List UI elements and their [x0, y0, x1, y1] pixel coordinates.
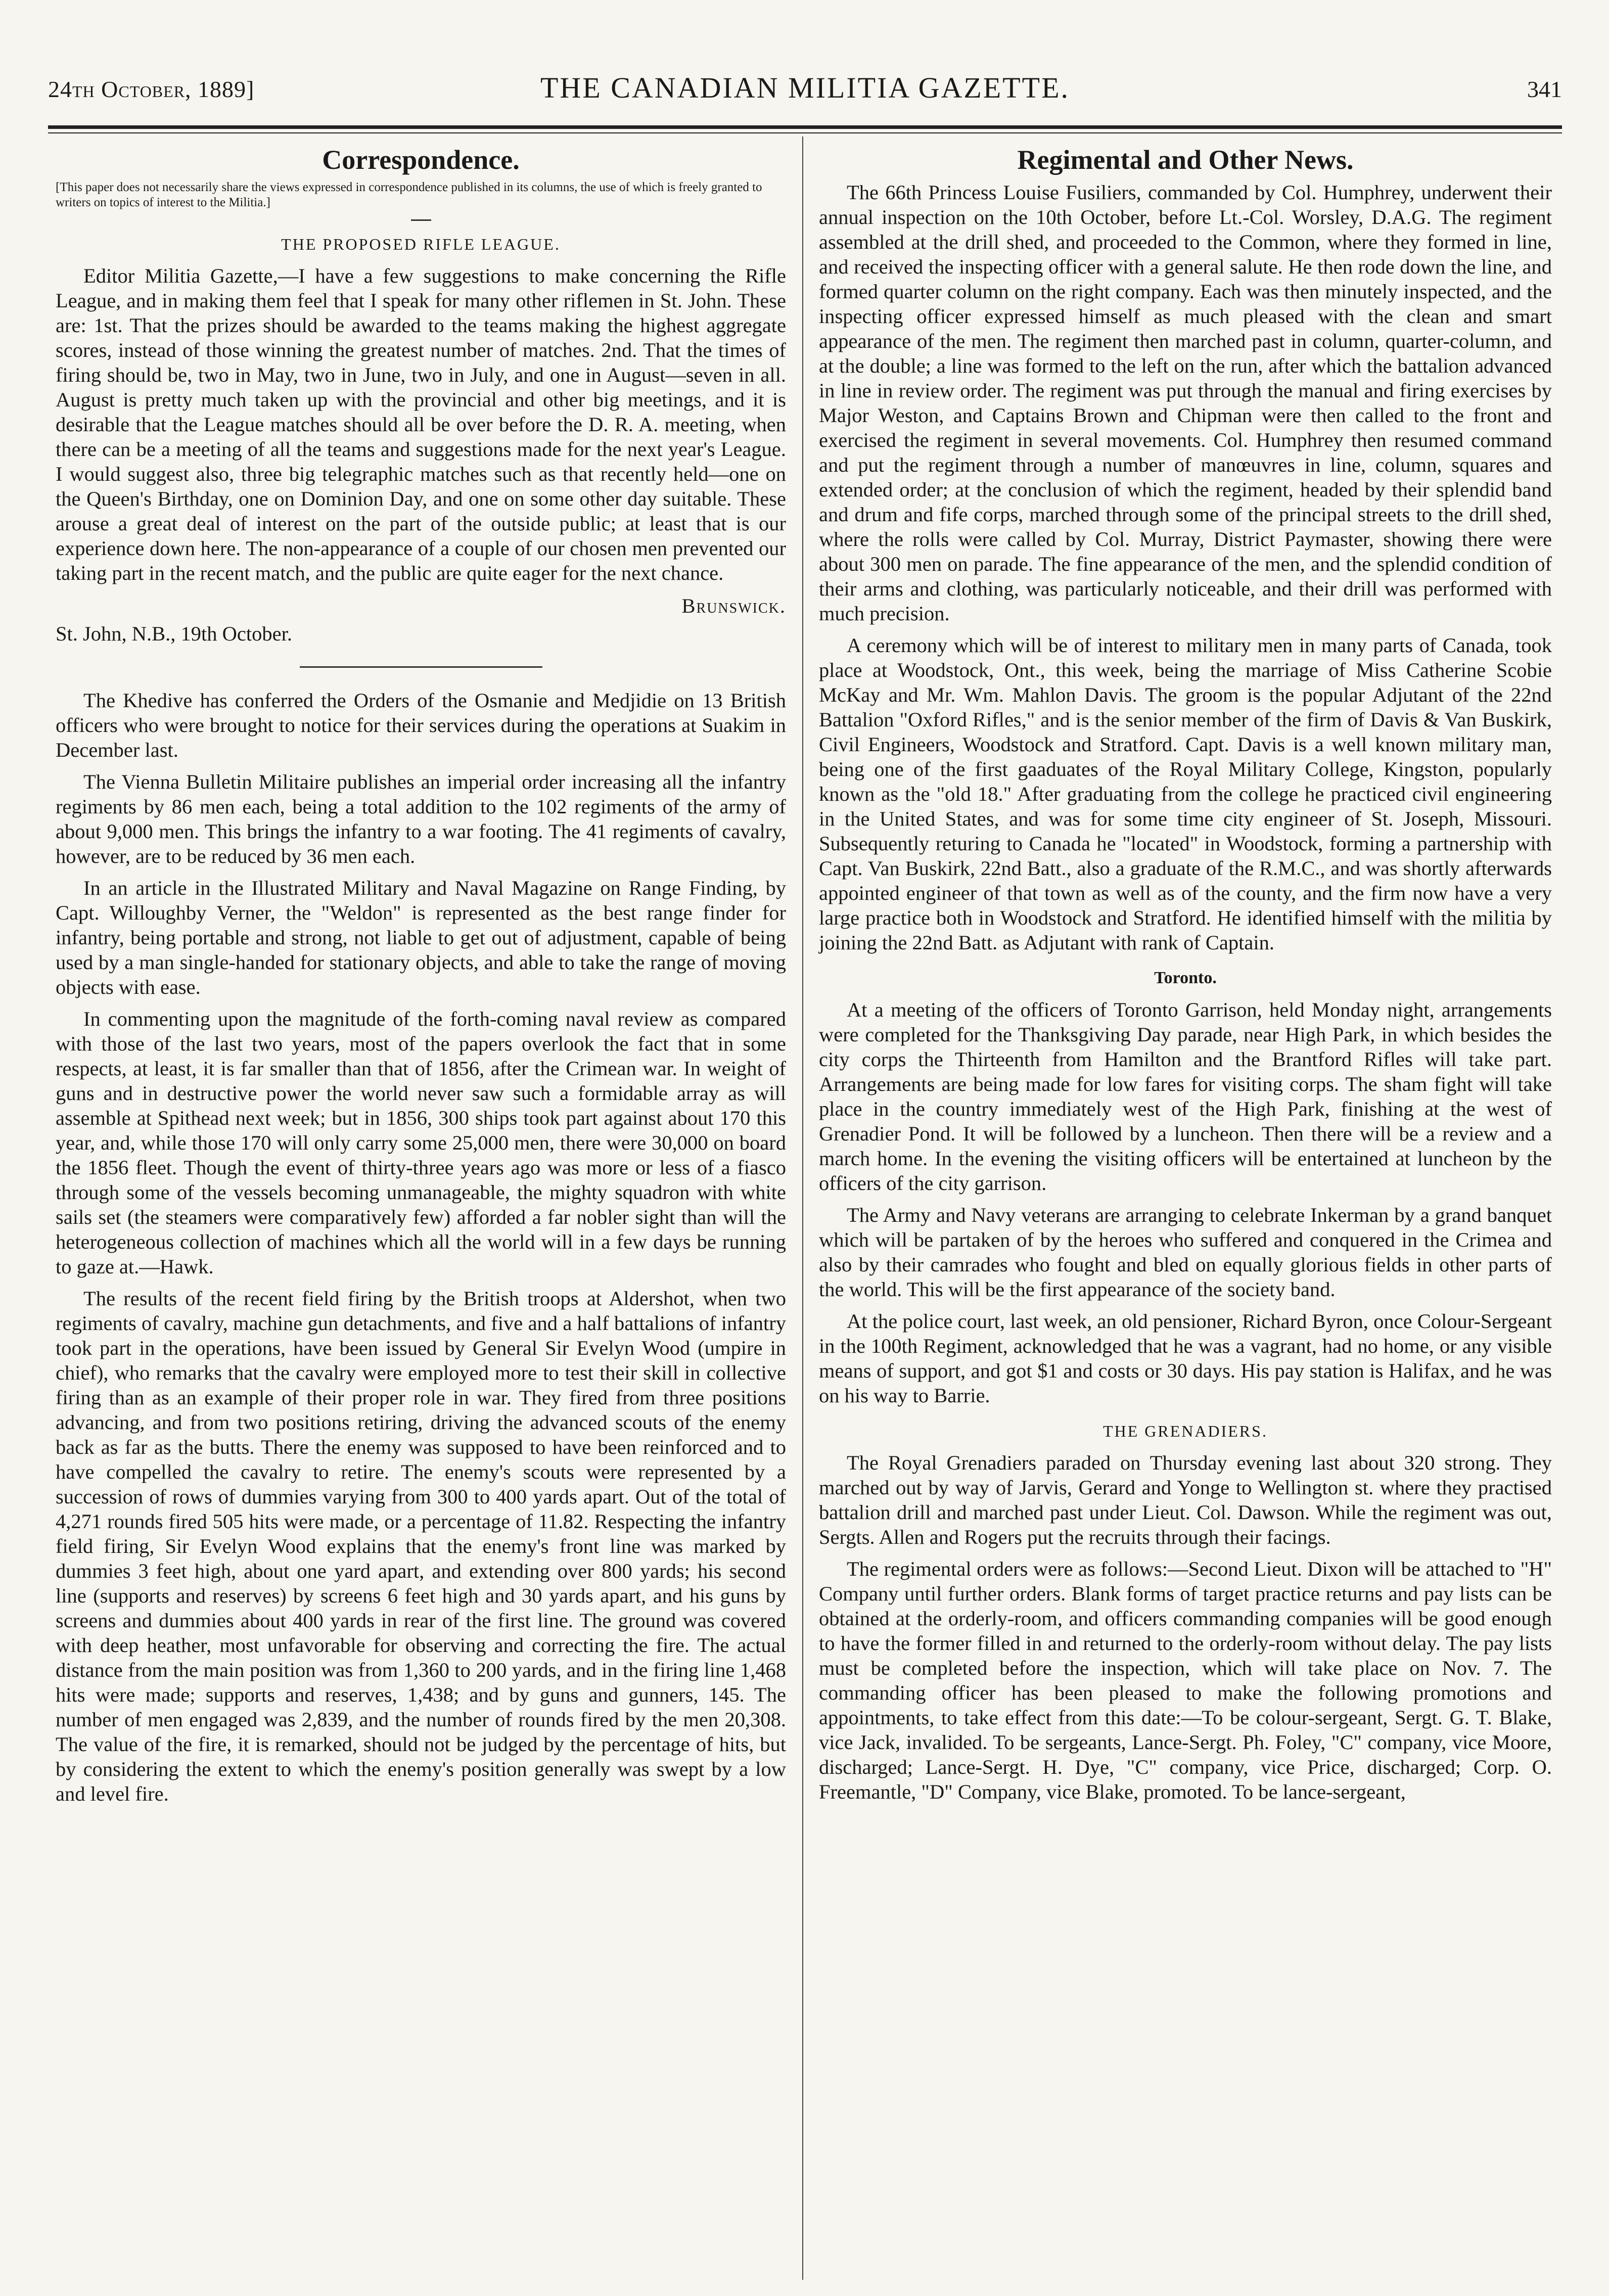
section-separator: [300, 666, 542, 668]
correspondence-heading: Correspondence.: [322, 145, 520, 175]
regimental-news-heading: Regimental and Other News.: [1017, 145, 1354, 175]
letter-heading: THE PROPOSED RIFLE LEAGUE.: [281, 235, 561, 253]
article-paragraph: The Vienna Bulletin Militaire publishes an imperial order increasing all the infantry regiments by 86 men each, being a total addition to the 102 regiments of the army of about 9,000 men. This brings the infantry to a war footing. The 41 regiments of cavalry, however, are to be reduced by 36 men each.: [56, 770, 786, 867]
letter-signature: Brunswick.: [681, 594, 786, 617]
short-dash: [411, 219, 431, 221]
article-paragraph: The Khedive has conferred the Orders of the Osmanie and Medjidie on 13 British officers who were brought to notice for their services during the operations at Suakim in December last.: [56, 689, 786, 761]
article-paragraph: In an article in the Illustrated Military and Naval Magazine on Range Finding, by Capt. Willoughby Verner, the "Weldon" is represented as the best range finder for infantry, being portable and strong, not liable to get out of adjustment, capable of being used by a man single-handed for stationary objects, and able to take the range of moving objects with ease.: [56, 877, 786, 998]
page-number: 341: [1527, 76, 1562, 102]
article-paragraph: The regimental orders were as follows:—Second Lieut. Dixon will be attached to "H" Company until further orders. Blank forms of target practice returns and pay lists can be obtained at the orderly-room, and officers commanding companies will be good enough to have the former filled in and returned to the orderly-room without delay. The pay lists must be completed before the inspection, which will take place on Nov. 7. The commanding officer has been pleased to make the following promotions and appointments, to take effect from this date:—To be colour-sergeant, Sergt. G. T. Blake, vice Jack, invalided. To be sergeants, Lance-Sergt. Ph. Foley, "C" company, vice Moore, discharged; Lance-Sergt. H. Dye, "C" company, vice Price, discharged; Corp. O. Freemantle, "D" Company, vice Blake, promoted. To be lance-sergeant,: [819, 1557, 1552, 1803]
column-divider: [802, 136, 803, 2280]
article-paragraph: A ceremony which will be of interest to military men in many parts of Canada, took place at Woodstock, Ont., this week, being the marriage of Miss Catherine Scobie McKay and Mr. Wm. Mahlon Davis. The groom is the popular Adjutant of the 22nd Battalion "Oxford Rifles," and is the senior member of the firm of Davis & Van Buskirk, Civil Engineers, Woodstock and Stratford. Capt. Davis is a well known military man, being one of the first gaaduates of the Royal Military College, Kingston, popularly known as the "old 18." After graduating from the college he practiced civil engineering in the United States, and was for some time city engineer of St. Joseph, Missouri. Subsequently returing to Canada he "located" in Woodstock, forming a partnership with Capt. Van Buskirk, 22nd Batt., also a graduate of the R.M.C., and was shortly afterwards appointed engineer of that town as well as of the county, and the firm now have a very large practice both in Woodstock and Stratford. He identified himself with the militia by joining the 22nd Batt. as Adjutant with rank of Captain.: [819, 634, 1552, 954]
article-paragraph: At the police court, last week, an old pensioner, Richard Byron, once Colour-Sergeant in the 100th Regiment, acknowledged that he was a vagrant, had no home, or any visible means of support, and got $1 and costs or 30 days. His pay station is Halifax, and he was on his way to Barrie.: [819, 1310, 1552, 1407]
letter-dateline: St. John, N.B., 19th October.: [56, 622, 293, 645]
correspondence-disclaimer: [This paper does not necessarily share the views expressed in correspondence published in its columns, the use of which is freely granted to writers on topics of interest to the Militia.]: [56, 180, 762, 209]
issue-date: 24th October, 1889]: [48, 76, 255, 102]
article-paragraph: The 66th Princess Louise Fusiliers, commanded by Col. Humphrey, underwent their annual inspection on the 10th October, before Lt.-Col. Worsley, D.A.G. The regiment assembled at the drill shed, and proceeded to the Common, where they formed in line, and received the inspecting officer with a general salute. He then rode down the line, and formed quarter column on the right company. Each was then minutely inspected, and the inspecting officer expressed himself as much pleased with the clean and smart appearance of the men. The regiment then marched past in column, quarter-column, and at the double; a line was formed to the left on the run, after which the battalion advanced in line in review order. The regiment was put through the manual and firing exercises by Major Weston, and Captains Brown and Chipman were then called to the front and exercised the regiment in several movements. Col. Humphrey then resumed command and put the regiment through a number of manœuvres in line, column, squares and extended order; at the conclusion of which the regiment, headed by their splendid band and drum and fife corps, marched through some of the principal streets to the drill shed, where the rolls were called by Col. Murray, District Paymaster, showing there were about 300 men on parade. The fine appearance of the men, and the splendid condition of their arms and clothing, was particularly noticeable, and their drill was performed with much precision.: [819, 181, 1552, 625]
grenadiers-heading: THE GRENADIERS.: [1103, 1422, 1268, 1440]
newspaper-title: THE CANADIAN MILITIA GAZETTE.: [540, 71, 1070, 104]
left-column: [56, 141, 786, 1806]
header-rule-thin: [48, 132, 1562, 133]
article-paragraph: The Army and Navy veterans are arranging to celebrate Inkerman by a grand banquet which will be partaken of by the heroes who suffered and conquered in the Crimea and also by their camrades who fought and bled on equally glorious fields in other parts of the world. This will be the first appearance of the society band.: [819, 1204, 1552, 1301]
article-paragraph: The results of the recent field firing by the British troops at Aldershot, when two regiments of cavalry, machine gun detachments, and five and a half battalions of infantry took part in the operations, have been issued by General Sir Evelyn Wood (umpire in chief), who remarks that the cavalry were employed more to test their skill in collective firing than as an example of their proper role in war. They fired from three positions advancing, and from two positions retiring, driving the advanced scouts of the enemy back as far as the butts. There the enemy was supposed to have been reinforced and to have compelled the cavalry to retire. The enemy's scouts were represented by a succession of rows of dummies varying from 300 to 400 yards apart. Out of the total of 4,271 rounds fired 505 hits were made, or a percentage of 11.82. Respecting the infantry field firing, Sir Evelyn Wood explains that the enemy's front line was marked by dummies 3 feet high, about one yard apart, and extending over 800 yards; his second line (supports and reserves) by screens 6 feet high and 30 yards apart, and his guns by screens and dummies about 400 yards in rear of the first line. The ground was covered with deep heather, most unfavorable for observing and correcting the fire. The actual distance from the main position was from 1,360 to 200 yards, and in the firing line 1,468 hits were made; supports and reserves, 1,438; and by guns and gunners, 145. The number of men engaged was 2,839, and the number of rounds fired by the men 20,308. The value of the fire, it is remarked, should not be judged by the percentage of hits, but by considering the extent to which the enemy's position generally was swept by a low and level fire.: [56, 1287, 786, 1805]
toronto-heading: Toronto.: [1154, 969, 1217, 987]
header-rule-thick: [48, 125, 1562, 129]
article-paragraph: The Royal Grenadiers paraded on Thursday evening last about 320 strong. They marched out by way of Jarvis, Gerard and Yonge to Wellington st. where they practised battalion drill and marched past under Lieut. Col. Dawson. While the regiment was out, Sergts. Allen and Rogers put the recruits through their facings.: [819, 1451, 1552, 1548]
article-paragraph: At a meeting of the officers of Toronto Garrison, held Monday night, arrangements were completed for the Thanksgiving Day parade, near High Park, in which besides the city corps the Thirteenth from Hamilton and the Brantford Rifles will take part. Arrangements are being made for low fares for visiting corps. The sham fight will take place in the country immediately west of the High Park, finishing at the west of Grenadier Pond. It will be followed by a luncheon. Then there will be a review and a march home. In the evening the visiting officers will be entertained at luncheon by the officers of the city garrison.: [819, 998, 1552, 1195]
right-column: [819, 141, 1552, 1804]
article-paragraph: In commenting upon the magnitude of the forth-coming naval review as compared with those of the last two years, most of the papers overlook the fact that in some respects, at least, it is far smaller than that of 1856, after the Crimean war. In weight of guns and in destructive power the world never saw such a formidable array as will assemble at Spithead next week; but in 1856, 300 ships took part against about 170 this year, and, while those 170 will only carry some 25,000 men, there were 30,000 on board the 1856 fleet. Though the event of thirty-three years ago was more or less of a fiasco through some of the vessels becoming unmanageable, the mighty squadron with white sails set (the steamers were comparatively few) afforded a far nobler sight than will the heterogeneous collection of machines which all the world will in a few days be running to gaze at.—Hawk.: [56, 1007, 786, 1278]
masthead: [48, 71, 1562, 116]
letter-body: Editor Militia Gazette,—I have a few suggestions to make concerning the Rifle League, and in making them feel that I speak for many other riflemen in St. John. These are: 1st. That the prizes should be awarded to the teams making the highest aggregate scores, instead of those winning the greatest number of matches. 2nd. That the times of firing should be, two in May, two in June, two in July, and one in August—seven in all. August is pretty much taken up with the provincial and other big meetings, and it is desirable that the League matches should all be over before the D. R. A. meeting, when there can be a meeting of all the teams and suggestions made for the next year's League. I would suggest also, three big telegraphic matches such as that recently held—one on the Queen's Birthday, one on Dominion Day, and one on some other day suitable. These arouse a great deal of interest on the part of the outside public; at least that is our experience down here. The non-appearance of a couple of our chosen men prevented our taking part in the recent match, and the public are quite eager for the next chance.: [56, 264, 786, 584]
